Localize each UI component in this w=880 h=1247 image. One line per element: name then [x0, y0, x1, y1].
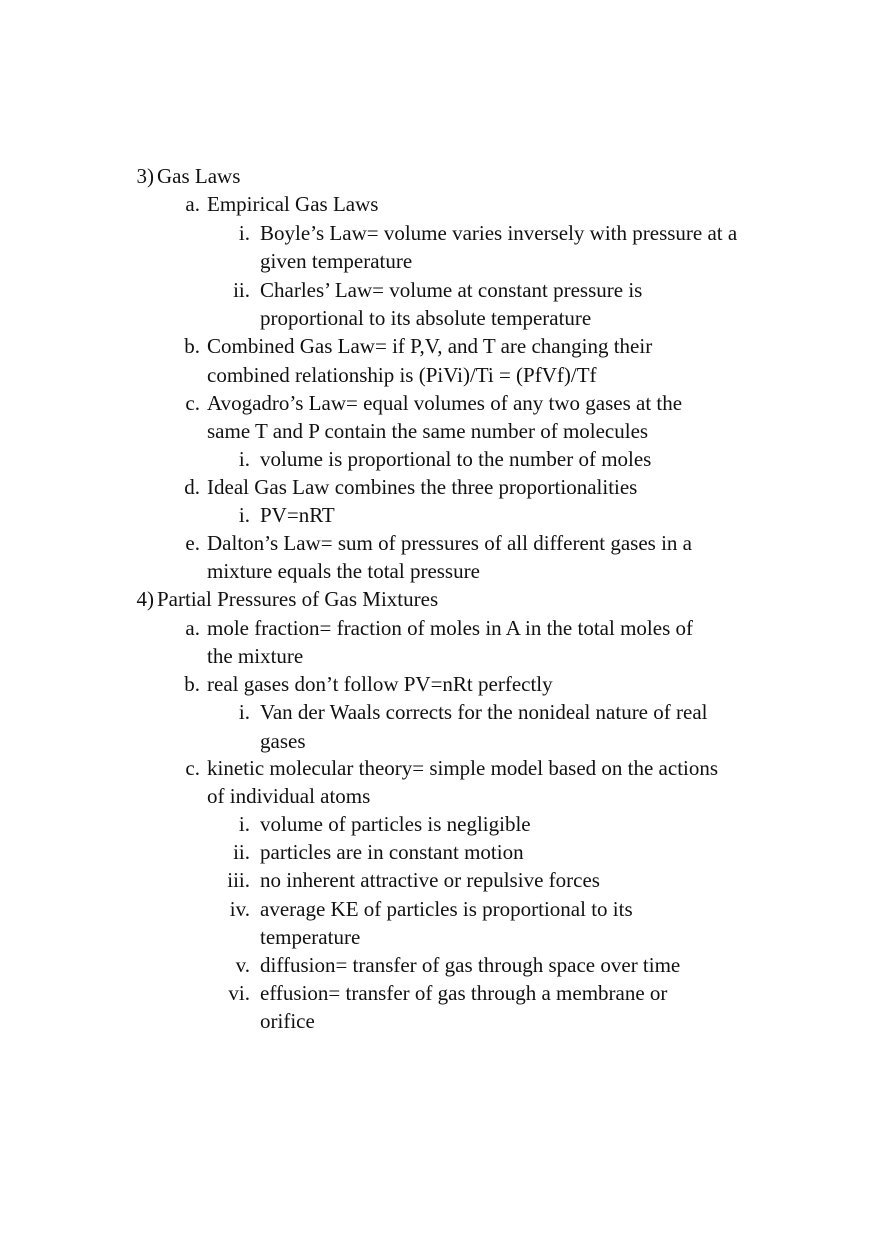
item-3d-text: Ideal Gas Law combines the three proportionalities — [207, 475, 638, 499]
item-4a-marker: a. — [185, 616, 200, 640]
item-4c-iv-marker: iv. — [229, 897, 250, 921]
section-3-number: 3) — [136, 164, 154, 188]
item-4c-i-text: volume of particles is negligible — [260, 812, 531, 836]
item-3e-marker: e. — [185, 531, 200, 555]
item-3a-marker: a. — [185, 192, 200, 216]
item-3b-text-cont: combined relationship is (PiVi)/Ti = (PfVf)/Tf — [207, 363, 597, 387]
item-4a-text: mole fraction= fraction of moles in A in the total moles of — [207, 616, 693, 640]
item-4c-ii-text: particles are in constant motion — [260, 840, 524, 864]
item-4c-v-text: diffusion= transfer of gas through space over time — [260, 953, 681, 977]
section-3-heading: Gas Laws — [157, 164, 241, 188]
item-4c-i-marker: i. — [238, 812, 250, 836]
item-3b-text: Combined Gas Law= if P,V, and T are changing their — [207, 334, 653, 358]
item-4a-text-cont: the mixture — [207, 644, 304, 668]
item-4c-iii-text: no inherent attractive or repulsive forces — [260, 868, 600, 892]
item-3a-ii-text-cont: proportional to its absolute temperature — [260, 306, 592, 330]
item-3a-i-marker: i. — [238, 221, 250, 245]
item-4b-i-text-cont: gases — [260, 729, 306, 753]
item-4b-i-text: Van der Waals corrects for the nonideal nature of real — [260, 700, 708, 724]
item-3a-i-text-cont: given temperature — [260, 249, 413, 273]
item-4c-iv-text: average KE of particles is proportional to its — [260, 897, 633, 921]
item-4c-vi-text: effusion= transfer of gas through a membrane or — [260, 981, 668, 1005]
item-4b-text: real gases don’t follow PV=nRt perfectly — [207, 672, 553, 696]
item-3e-text: Dalton’s Law= sum of pressures of all different gases in a — [207, 531, 692, 555]
item-3a-i-text: Boyle’s Law= volume varies inversely with pressure at a — [260, 221, 738, 245]
item-3d-i-text: PV=nRT — [260, 503, 335, 527]
item-4c-marker: c. — [185, 756, 200, 780]
item-3a-ii-text: Charles’ Law= volume at constant pressure is — [260, 278, 643, 302]
item-3d-marker: d. — [184, 475, 200, 499]
item-4c-text: kinetic molecular theory= simple model based on the actions — [207, 756, 719, 780]
item-3c-i-text: volume is proportional to the number of moles — [260, 447, 652, 471]
item-4c-iii-marker: iii. — [227, 868, 250, 892]
item-3c-marker: c. — [185, 391, 200, 415]
item-3b-marker: b. — [184, 334, 200, 358]
section-4-number: 4) — [136, 587, 154, 611]
item-4b-marker: b. — [184, 672, 200, 696]
item-3e-text-cont: mixture equals the total pressure — [207, 559, 480, 583]
item-4c-vi-marker: vi. — [228, 981, 250, 1005]
item-3a-ii-marker: ii. — [233, 278, 250, 302]
item-4c-v-marker: v. — [235, 953, 250, 977]
item-3c-text-cont: same T and P contain the same number of molecules — [207, 419, 649, 443]
item-4c-ii-marker: ii. — [233, 840, 250, 864]
item-4c-iv-text-cont: temperature — [260, 925, 361, 949]
item-4c-text-cont: of individual atoms — [207, 784, 371, 808]
item-4b-i-marker: i. — [238, 700, 250, 724]
item-4c-vi-text-cont: orifice — [260, 1009, 315, 1033]
item-3c-i-marker: i. — [238, 447, 250, 471]
item-3d-i-marker: i. — [238, 503, 250, 527]
item-3a-text: Empirical Gas Laws — [207, 192, 379, 216]
item-3c-text: Avogadro’s Law= equal volumes of any two gases at the — [207, 391, 683, 415]
section-4-heading: Partial Pressures of Gas Mixtures — [157, 587, 439, 611]
